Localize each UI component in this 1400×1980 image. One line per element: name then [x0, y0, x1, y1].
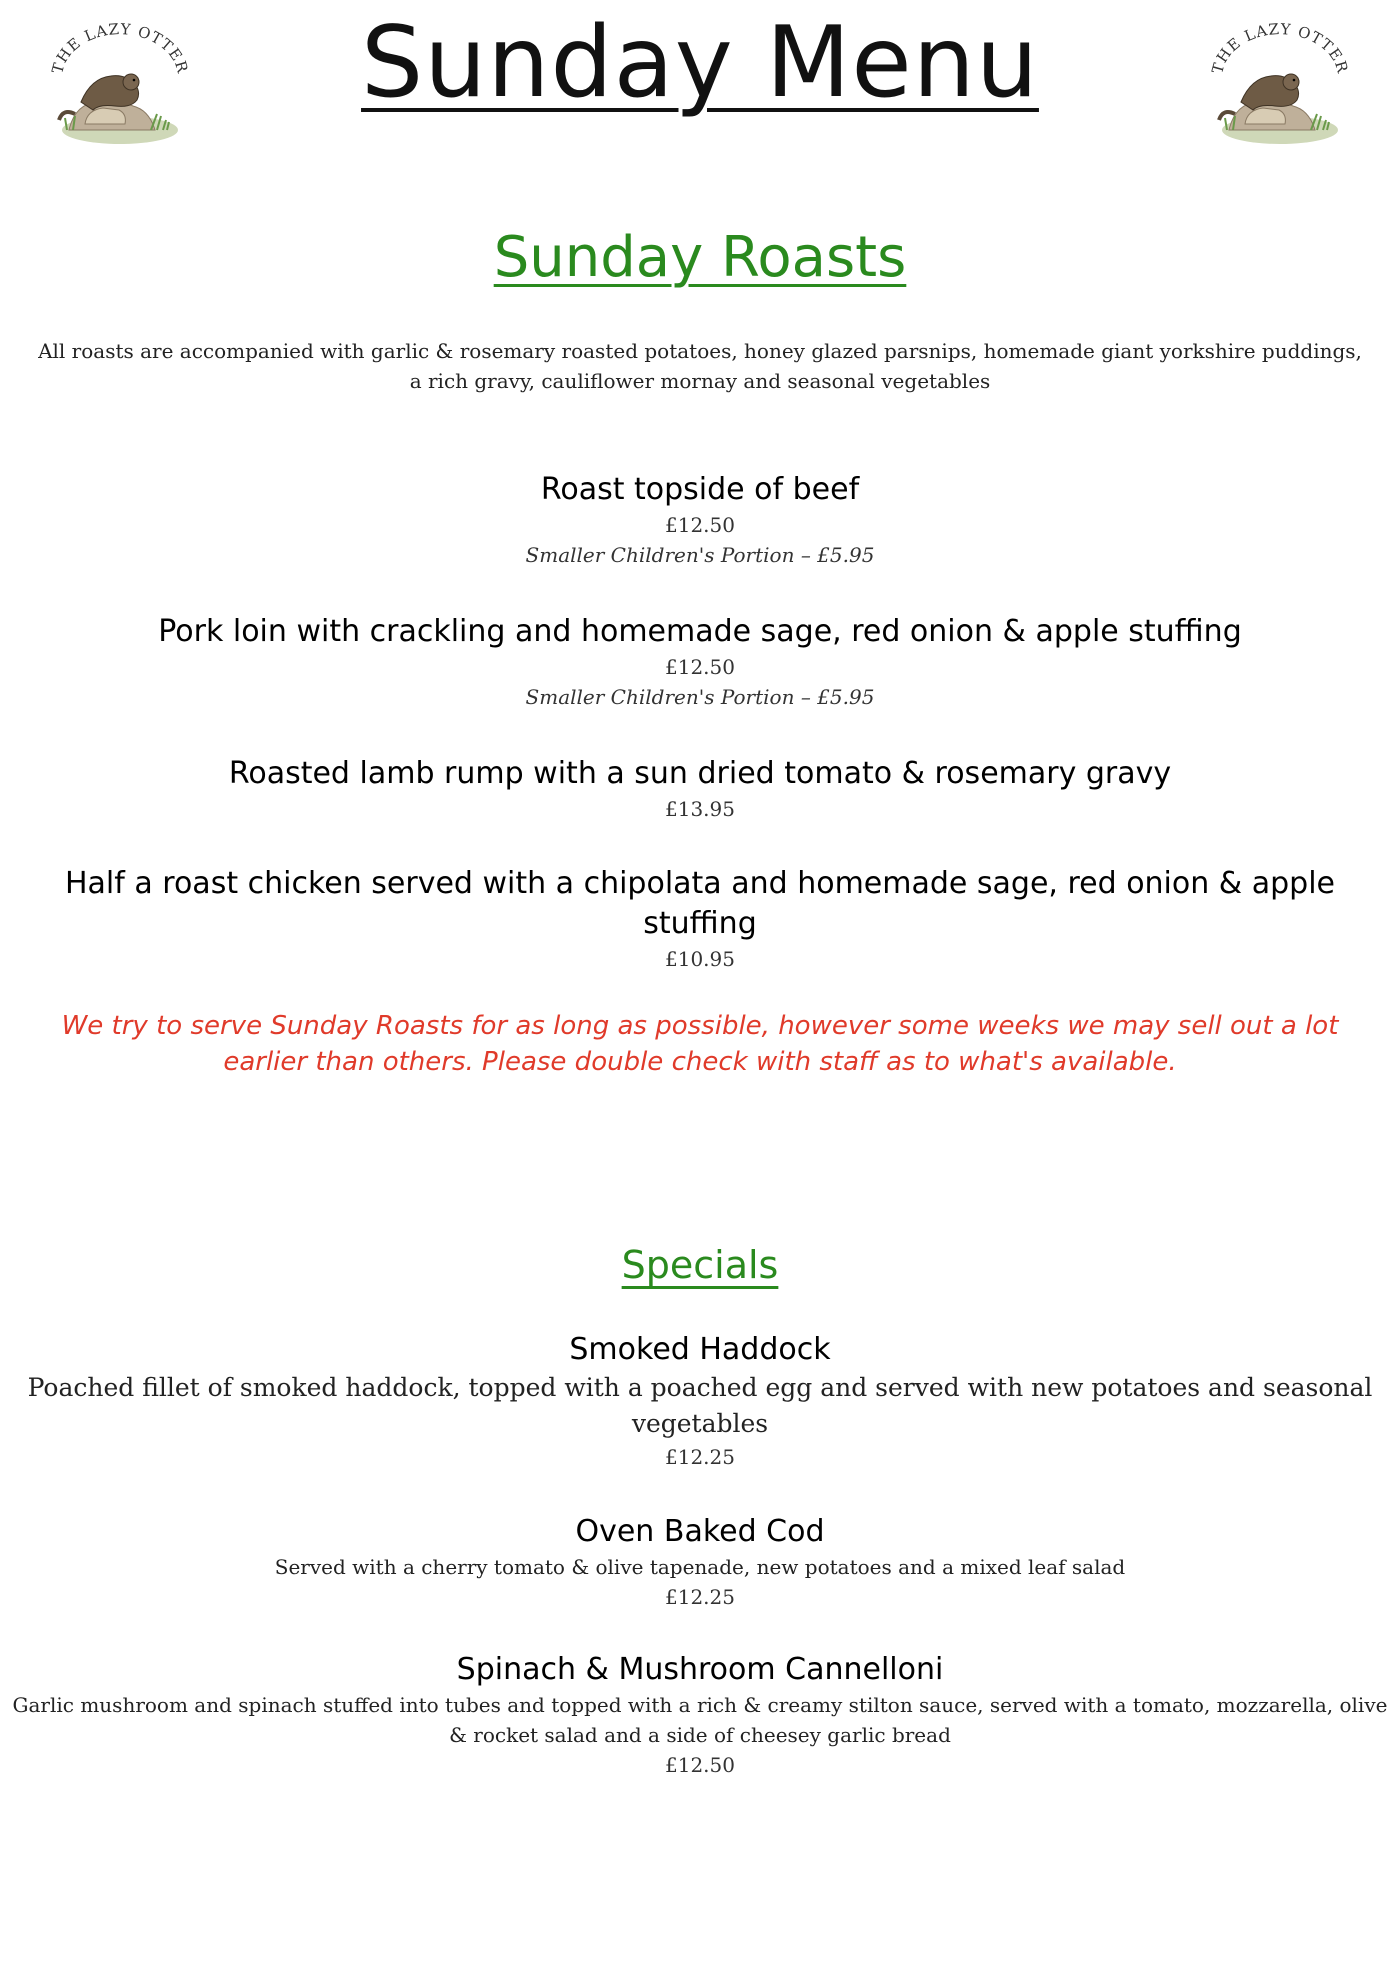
dish-price: £12.25: [665, 1445, 735, 1469]
dish-price: £13.95: [665, 797, 735, 821]
dish-name: Oven Baked Cod: [575, 1514, 825, 1549]
logo-text: THE LAZY OTTER: [1208, 19, 1352, 76]
dish-price: £12.50: [665, 655, 735, 679]
roasts-intro: All roasts are accompanied with garlic & rosemary roasted potatoes, honey glazed parsnips, homemade giant yorkshire puddings, a rich gravy, cauliflower mornay and seasonal vegetables: [38, 339, 1362, 393]
dish-description: Garlic mushroom and spinach stuffed into tubes and topped with a rich & creamy stilton sauce, served with a tomato, mozzarella, olive & rocket salad and a side of cheesey garlic bread: [12, 1693, 1388, 1747]
roast-item: [10, 612, 1390, 712]
childrens-portion-note: Smaller Children's Portion – £5.95: [525, 543, 875, 567]
special-item: [10, 1512, 1390, 1612]
roasts-title-text: Sunday Roasts: [493, 225, 907, 290]
dish-name: Spinach & Mushroom Cannelloni: [456, 1652, 944, 1687]
dish-name: Roast topside of beef: [540, 472, 860, 507]
roast-item: [10, 754, 1390, 824]
dish-price: £10.95: [665, 947, 735, 971]
dish-price: £12.50: [665, 1753, 735, 1777]
dish-name: Half a roast chicken served with a chipolata and homemade sage, red onion & apple stuffing: [64, 866, 1335, 941]
dish-description: Served with a cherry tomato & olive tapenade, new potatoes and a mixed leaf salad: [274, 1555, 1126, 1579]
logo-text: THE LAZY OTTER: [48, 19, 192, 76]
roast-item: [10, 470, 1390, 570]
dish-price: £12.25: [665, 1585, 735, 1609]
special-item: [10, 1650, 1390, 1780]
availability-notice: We try to serve Sunday Roasts for as long as possible, however some weeks we may sell out a lot earlier than others. Please double check with staff as to what's available.: [61, 1011, 1339, 1077]
section-title-roasts: [0, 225, 1400, 290]
dish-description: Poached fillet of smoked haddock, topped with a poached egg and served with new potatoes and seasonal vegetables: [27, 1373, 1373, 1438]
dish-name: Roasted lamb rump with a sun dried tomato & rosemary gravy: [228, 756, 1172, 791]
page-title-text: Sunday Menu: [361, 6, 1039, 120]
dish-name: Pork loin with crackling and homemade sage, red onion & apple stuffing: [158, 614, 1242, 649]
page-title: [0, 6, 1400, 120]
dish-name: Smoked Haddock: [569, 1332, 831, 1367]
dish-price: £12.50: [665, 513, 735, 537]
childrens-portion-note: Smaller Children's Portion – £5.95: [525, 685, 875, 709]
special-item: [10, 1330, 1390, 1472]
specials-title-text: Specials: [621, 1243, 779, 1287]
roast-item: [10, 864, 1390, 974]
section-title-specials: [0, 1243, 1400, 1287]
